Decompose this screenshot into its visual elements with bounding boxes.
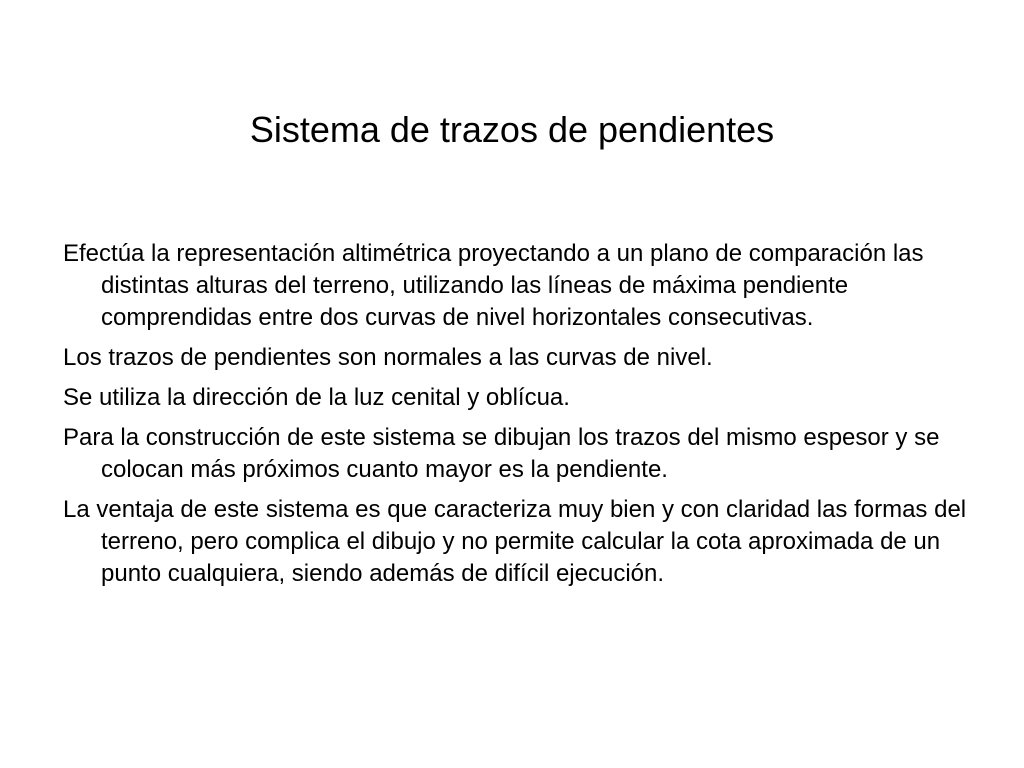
paragraph-advantage: La ventaja de este sistema es que caracteriza muy bien y con claridad las formas del terreno, pero complica el dibujo y no permite calcular la cota aproximada de un punto cualquiera, siendo además de difícil ejecución. (63, 496, 967, 587)
paragraph-normal-strokes: Los trazos de pendientes son normales a las curvas de nivel. (63, 344, 713, 371)
slide-title: Sistema de trazos de pendientes (249, 109, 775, 150)
paragraph-light-direction: Se utiliza la dirección de la luz cenital y oblícua. (63, 384, 570, 411)
paragraph-construction: Para la construcción de este sistema se dibujan los trazos del mismo espesor y se colocan más próximos cuanto mayor es la pendiente. (63, 424, 940, 483)
slide-body (63, 238, 968, 598)
paragraph-representation: Efectúa la representación altimétrica proyectando a un plano de comparación las distintas alturas del terreno, utilizando las líneas de máxima pendiente comprendidas entre dos curvas de nivel horizontales consecutivas. (63, 240, 924, 331)
